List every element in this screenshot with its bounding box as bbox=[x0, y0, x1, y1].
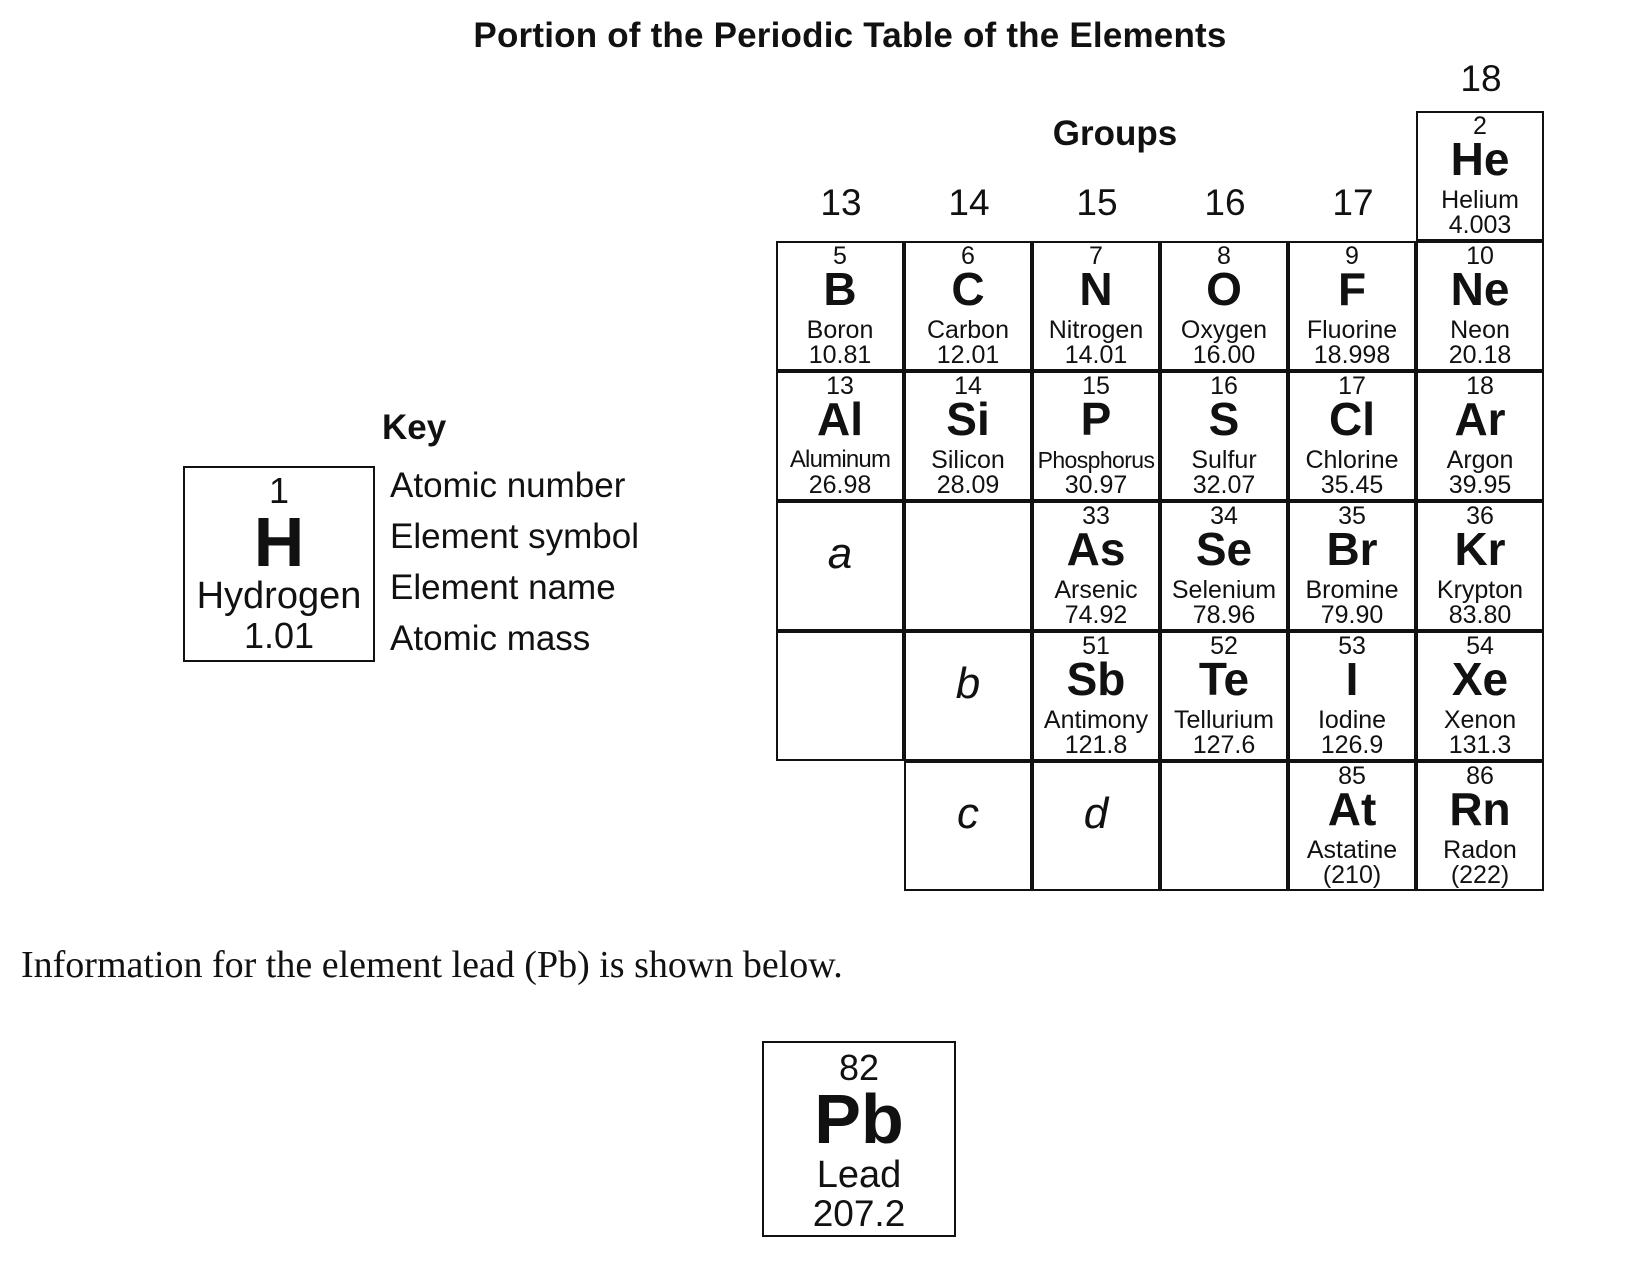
element-name: Argon bbox=[1446, 446, 1514, 474]
element-cell-xe bbox=[1416, 631, 1544, 761]
atomic-number: 8 bbox=[1217, 242, 1231, 270]
atomic-number: 85 bbox=[1338, 762, 1366, 790]
key-label-atomic-number: Atomic number bbox=[390, 466, 626, 505]
element-cell-br bbox=[1288, 501, 1416, 631]
element-cell-se bbox=[1160, 501, 1288, 631]
element-name: Arsenic bbox=[1054, 576, 1138, 604]
atomic-mass: 32.07 bbox=[1192, 471, 1256, 499]
element-symbol: Si bbox=[946, 393, 990, 445]
atomic-number: 17 bbox=[1338, 372, 1366, 400]
atomic-number: 9 bbox=[1345, 242, 1359, 270]
page-title: Portion of the Periodic Table of the Elements bbox=[473, 16, 1227, 55]
atomic-number: 51 bbox=[1082, 632, 1110, 660]
element-symbol: Te bbox=[1198, 653, 1250, 705]
element-name: Phosphorus bbox=[1037, 447, 1155, 473]
atomic-mass: 16.00 bbox=[1192, 341, 1256, 369]
atomic-mass: 30.97 bbox=[1064, 471, 1128, 499]
element-cell-n bbox=[1032, 241, 1160, 371]
atomic-mass: (222) bbox=[1450, 861, 1510, 889]
element-name: Tellurium bbox=[1173, 706, 1275, 734]
element-name: Selenium bbox=[1171, 576, 1277, 604]
atomic-mass: 39.95 bbox=[1448, 471, 1512, 499]
element-name: Fluorine bbox=[1306, 316, 1398, 344]
element-cell-at bbox=[1288, 761, 1416, 891]
element-cell-ne bbox=[1416, 241, 1544, 371]
element-name: Antimony bbox=[1043, 706, 1149, 734]
unknown-element-letter: a bbox=[827, 529, 853, 578]
element-name: Silicon bbox=[931, 446, 1005, 474]
element-cell-he bbox=[1416, 111, 1544, 241]
unknown-element-letter: c bbox=[957, 789, 979, 838]
element-cell-o bbox=[1160, 241, 1288, 371]
empty-cell bbox=[904, 501, 1032, 631]
element-symbol: F bbox=[1337, 263, 1367, 315]
element-name: Bromine bbox=[1305, 576, 1399, 604]
element-cell-kr bbox=[1416, 501, 1544, 631]
element-name: Sulfur bbox=[1191, 446, 1257, 474]
atomic-mass: 18.998 bbox=[1313, 341, 1391, 369]
element-cell-c bbox=[904, 241, 1032, 371]
atomic-number: 52 bbox=[1210, 632, 1238, 660]
atomic-mass: 78.96 bbox=[1192, 601, 1256, 629]
element-symbol: Ar bbox=[1454, 393, 1506, 445]
element-name: Astatine bbox=[1306, 836, 1398, 864]
element-symbol: Se bbox=[1195, 523, 1253, 575]
lead-element-name: Lead bbox=[816, 1154, 902, 1196]
element-name: Radon bbox=[1443, 836, 1517, 864]
element-name: Krypton bbox=[1436, 576, 1524, 604]
atomic-mass: 35.45 bbox=[1320, 471, 1384, 499]
atomic-mass: 74.92 bbox=[1064, 601, 1128, 629]
element-symbol: As bbox=[1066, 523, 1126, 575]
element-cell-te bbox=[1160, 631, 1288, 761]
element-name: Oxygen bbox=[1180, 316, 1268, 344]
atomic-mass: 126.9 bbox=[1320, 731, 1384, 759]
element-symbol: He bbox=[1450, 133, 1510, 185]
atomic-mass: 20.18 bbox=[1448, 341, 1512, 369]
element-symbol: C bbox=[951, 263, 985, 315]
group-number-17: 17 bbox=[1332, 182, 1374, 223]
element-symbol: At bbox=[1327, 783, 1377, 835]
element-name: Nitrogen bbox=[1048, 316, 1144, 344]
unknown-element-letter: b bbox=[955, 659, 981, 708]
element-symbol: Kr bbox=[1454, 523, 1506, 575]
unknown-cell-b bbox=[904, 631, 1032, 761]
element-name: Iodine bbox=[1317, 706, 1387, 734]
group-number-13: 13 bbox=[820, 182, 862, 223]
atomic-number: 36 bbox=[1466, 502, 1494, 530]
element-cell-b bbox=[776, 241, 904, 371]
element-name: Chlorine bbox=[1305, 446, 1399, 474]
element-symbol: N bbox=[1079, 263, 1113, 315]
unknown-cell-c bbox=[904, 761, 1032, 891]
element-cell-cl bbox=[1288, 371, 1416, 501]
atomic-mass: 127.6 bbox=[1192, 731, 1256, 759]
atomic-number: 10 bbox=[1466, 242, 1494, 270]
atomic-mass: 12.01 bbox=[936, 341, 1000, 369]
key-label-element-symbol: Element symbol bbox=[390, 517, 639, 556]
element-symbol: Cl bbox=[1329, 393, 1375, 445]
element-symbol: O bbox=[1206, 263, 1242, 315]
element-symbol: B bbox=[823, 263, 857, 315]
element-symbol: Sb bbox=[1066, 653, 1126, 705]
element-cell-rn bbox=[1416, 761, 1544, 891]
element-name: Neon bbox=[1450, 316, 1510, 344]
element-name: Aluminum bbox=[789, 446, 891, 473]
element-cell-ar bbox=[1416, 371, 1544, 501]
element-cell-al bbox=[776, 371, 904, 501]
atomic-number: 7 bbox=[1089, 242, 1103, 270]
group-number-15: 15 bbox=[1076, 182, 1118, 223]
atomic-number: 15 bbox=[1082, 372, 1110, 400]
atomic-number: 53 bbox=[1338, 632, 1366, 660]
atomic-number: 35 bbox=[1338, 502, 1366, 530]
element-symbol: Rn bbox=[1449, 783, 1511, 835]
element-cell-sb bbox=[1032, 631, 1160, 761]
element-symbol: P bbox=[1080, 393, 1112, 445]
atomic-mass: 83.80 bbox=[1448, 601, 1512, 629]
element-cell-p bbox=[1032, 371, 1160, 501]
lead-atomic-number: 82 bbox=[838, 1047, 880, 1088]
atomic-mass: 10.81 bbox=[808, 341, 872, 369]
element-cell-f bbox=[1288, 241, 1416, 371]
key-label-element-name: Element name bbox=[390, 568, 616, 607]
atomic-number: 54 bbox=[1466, 632, 1494, 660]
key-atomic-mass: 1.01 bbox=[243, 615, 315, 656]
element-symbol: Al bbox=[817, 393, 863, 445]
atomic-number: 33 bbox=[1082, 502, 1110, 530]
empty-cell bbox=[1160, 761, 1288, 891]
atomic-mass: 28.09 bbox=[936, 471, 1000, 499]
atomic-number: 18 bbox=[1466, 372, 1494, 400]
atomic-number: 16 bbox=[1210, 372, 1238, 400]
atomic-number: 13 bbox=[826, 372, 854, 400]
info-text: Information for the element lead (Pb) is shown below. bbox=[21, 944, 843, 986]
groups-label: Groups bbox=[1052, 114, 1178, 153]
atomic-mass: 79.90 bbox=[1320, 601, 1384, 629]
atomic-mass: 131.3 bbox=[1448, 731, 1512, 759]
key-element-name: Hydrogen bbox=[196, 575, 362, 617]
element-symbol: Ne bbox=[1450, 263, 1510, 315]
atomic-mass: 14.01 bbox=[1064, 341, 1128, 369]
atomic-number: 34 bbox=[1210, 502, 1238, 530]
element-name: Boron bbox=[806, 316, 874, 344]
key-label-atomic-mass: Atomic mass bbox=[390, 619, 591, 658]
element-cell-as bbox=[1032, 501, 1160, 631]
atomic-mass: 121.8 bbox=[1064, 731, 1128, 759]
atomic-number: 14 bbox=[954, 372, 982, 400]
key-element-symbol: H bbox=[253, 503, 305, 581]
lead-element-symbol: Pb bbox=[814, 1080, 904, 1158]
key-heading: Key bbox=[382, 408, 447, 447]
element-symbol: S bbox=[1208, 393, 1240, 445]
atomic-number: 5 bbox=[833, 242, 847, 270]
key-element-box bbox=[183, 466, 375, 662]
unknown-element-letter: d bbox=[1083, 789, 1109, 838]
atomic-mass: 26.98 bbox=[808, 471, 872, 499]
atomic-number: 86 bbox=[1466, 762, 1494, 790]
element-name: Xenon bbox=[1443, 706, 1517, 734]
element-cell-s bbox=[1160, 371, 1288, 501]
element-symbol: Xe bbox=[1451, 653, 1509, 705]
element-name: Helium bbox=[1441, 186, 1519, 214]
element-name: Carbon bbox=[927, 316, 1009, 344]
empty-cell bbox=[776, 631, 904, 761]
group-number-14: 14 bbox=[948, 182, 990, 223]
lead-element-box bbox=[762, 1041, 956, 1237]
element-symbol: Br bbox=[1326, 523, 1378, 575]
element-symbol: I bbox=[1345, 653, 1359, 705]
atomic-mass: 4.003 bbox=[1448, 211, 1512, 239]
lead-atomic-mass: 207.2 bbox=[812, 1193, 906, 1234]
atomic-number: 6 bbox=[961, 242, 975, 270]
atomic-number: 2 bbox=[1473, 112, 1487, 140]
element-cell-i bbox=[1288, 631, 1416, 761]
element-cell-si bbox=[904, 371, 1032, 501]
group-number-18: 18 bbox=[1460, 58, 1502, 99]
atomic-mass: (210) bbox=[1322, 861, 1382, 889]
unknown-cell-d bbox=[1032, 761, 1160, 891]
unknown-cell-a bbox=[776, 501, 904, 631]
key-atomic-number: 1 bbox=[268, 470, 290, 511]
group-number-16: 16 bbox=[1204, 182, 1246, 223]
